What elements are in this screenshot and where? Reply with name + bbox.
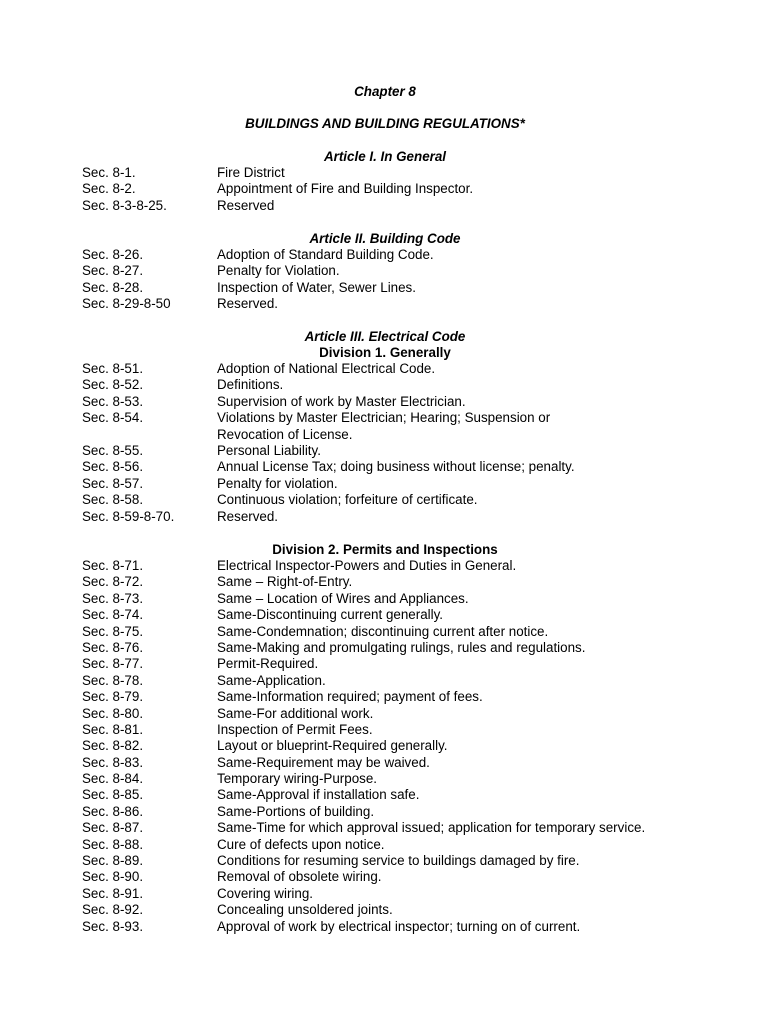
section-number: Sec. 8-56.	[82, 459, 144, 475]
section-row	[82, 919, 742, 935]
section-row	[82, 591, 742, 607]
section-number: Sec. 8-88.	[82, 836, 144, 852]
section-number: Sec. 8-83.	[82, 754, 144, 770]
section-title: Same – Location of Wires and Appliances.	[217, 590, 469, 606]
section-number: Sec. 8-91.	[82, 885, 144, 901]
section-number: Sec. 8-3-8-25.	[82, 197, 167, 213]
section-number: Sec. 8-51.	[82, 361, 144, 376]
section-row	[82, 509, 742, 525]
section-number: Sec. 8-55.	[82, 442, 144, 458]
section-row	[82, 755, 742, 771]
section-title: Definitions.	[217, 377, 284, 393]
section-row	[82, 377, 742, 393]
section-number: Sec. 8-57.	[82, 475, 144, 491]
section-number: Sec. 8-84.	[82, 771, 144, 787]
section-row	[82, 247, 742, 263]
section-number: Sec. 8-85.	[82, 787, 144, 803]
section-row	[82, 443, 742, 459]
section-number: Sec. 8-86.	[82, 803, 144, 819]
section-number: Sec. 8-79.	[82, 689, 144, 705]
section-number: Sec. 8-73.	[82, 590, 144, 606]
section-title: Appointment of Fire and Building Inspector.	[217, 181, 474, 197]
section-title: Continuous violation; forfeiture of certificate.	[217, 492, 478, 508]
section-title: Supervision of work by Master Electrician.	[217, 393, 466, 409]
section-row	[82, 476, 742, 492]
section-title: Reserved.	[217, 296, 279, 312]
section-number: Sec. 8-72.	[82, 574, 144, 590]
section-row	[82, 361, 742, 377]
section-row	[82, 427, 742, 443]
section-number: Sec. 8-29-8-50	[82, 296, 171, 312]
section-title: Approval of work by electrical inspector; turning on of current.	[217, 918, 581, 934]
section-number: Sec. 8-26.	[82, 247, 144, 262]
section-title: Cure of defects upon notice.	[217, 836, 385, 852]
section-row	[82, 787, 742, 803]
section-row	[82, 624, 742, 640]
section-title: Same-Time for which approval issued; application for temporary service.	[217, 820, 646, 836]
section-number: Sec. 8-28.	[82, 279, 144, 295]
section-title: Inspection of Water, Sewer Lines.	[217, 279, 416, 295]
section-title: Permit-Required.	[217, 656, 319, 672]
section-title: Same-Requirement may be waived.	[217, 754, 430, 770]
section-title: Penalty for violation.	[217, 475, 338, 491]
section-title: Adoption of Standard Building Code.	[217, 247, 434, 262]
section-title: Adoption of National Electrical Code.	[217, 361, 436, 376]
section-number: Sec. 8-53.	[82, 393, 144, 409]
section-row	[82, 574, 742, 590]
document-title: BUILDINGS AND BUILDING REGULATIONS*	[245, 116, 525, 131]
section-row	[82, 656, 742, 672]
section-number: Sec. 8-78.	[82, 672, 144, 688]
section-row	[82, 394, 742, 410]
section-title: Inspection of Permit Fees.	[217, 721, 373, 737]
division-2-section-list	[82, 558, 742, 935]
section-title: Penalty for Violation.	[217, 263, 340, 279]
section-title: Concealing unsoldered joints.	[217, 902, 393, 918]
section-title: Personal Liability.	[217, 442, 321, 458]
section-title: Same-Portions of building.	[217, 803, 375, 819]
article-1-heading: Article I. In General	[323, 149, 447, 164]
section-title: Same-Information required; payment of fees.	[217, 689, 483, 705]
section-title: Covering wiring.	[217, 885, 314, 901]
section-row	[82, 869, 742, 885]
section-row	[82, 673, 742, 689]
section-number: Sec. 8-92.	[82, 902, 144, 918]
article-1-section-list	[82, 165, 742, 214]
section-title: Revocation of License.	[217, 426, 353, 442]
section-number: Sec. 8-87.	[82, 820, 144, 836]
section-row	[82, 640, 742, 656]
section-number: Sec. 8-1.	[82, 165, 136, 180]
section-row	[82, 771, 742, 787]
division-1-section-list	[82, 361, 742, 525]
article-2-heading: Article II. Building Code	[309, 231, 461, 246]
section-title: Reserved.	[217, 508, 279, 524]
section-number: Sec. 8-74.	[82, 607, 144, 623]
section-title: Temporary wiring-Purpose.	[217, 771, 378, 787]
section-number: Sec. 8-76.	[82, 639, 144, 655]
section-row	[82, 853, 742, 869]
section-number: Sec. 8-93.	[82, 918, 144, 934]
section-row	[82, 165, 742, 181]
section-number: Sec. 8-80.	[82, 705, 144, 721]
section-row	[82, 607, 742, 623]
section-row	[82, 820, 742, 836]
section-row	[82, 837, 742, 853]
section-number	[82, 427, 217, 443]
section-number: Sec. 8-89.	[82, 853, 144, 869]
section-row	[82, 722, 742, 738]
section-row	[82, 738, 742, 754]
division-2-heading: Division 2. Permits and Inspections	[272, 542, 498, 557]
section-row	[82, 280, 742, 296]
section-row	[82, 198, 742, 214]
section-title: Same-Condemnation; discontinuing current after notice.	[217, 623, 549, 639]
section-row	[82, 459, 742, 475]
section-title: Removal of obsolete wiring.	[217, 869, 382, 885]
section-title: Violations by Master Electrician; Hearing; Suspension or	[217, 410, 551, 426]
article-3-heading: Article III. Electrical Code	[304, 329, 466, 344]
section-row	[82, 689, 742, 705]
section-row	[82, 263, 742, 279]
chapter-heading: Chapter 8	[354, 84, 416, 99]
section-row	[82, 886, 742, 902]
section-title: Same-For additional work.	[217, 705, 374, 721]
section-title: Same-Making and promulgating rulings, rules and regulations.	[217, 639, 586, 655]
section-row	[82, 492, 742, 508]
section-number: Sec. 8-54.	[82, 410, 144, 426]
division-1-heading: Division 1. Generally	[319, 345, 451, 360]
section-row	[82, 902, 742, 918]
section-title: Same-Application.	[217, 672, 326, 688]
section-row	[82, 296, 742, 312]
section-title: Fire District	[217, 165, 285, 180]
section-row	[82, 558, 742, 574]
section-row	[82, 706, 742, 722]
section-row	[82, 410, 742, 426]
section-number: Sec. 8-58.	[82, 492, 144, 508]
section-row	[82, 181, 742, 197]
section-title: Layout or blueprint-Required generally.	[217, 738, 448, 754]
section-number: Sec. 8-81.	[82, 721, 144, 737]
article-2-section-list	[82, 247, 742, 313]
section-row	[82, 804, 742, 820]
section-number: Sec. 8-71.	[82, 558, 144, 573]
section-number: Sec. 8-90.	[82, 869, 144, 885]
section-number: Sec. 8-59-8-70.	[82, 508, 175, 524]
section-title: Reserved	[217, 197, 275, 213]
section-title: Electrical Inspector-Powers and Duties in General.	[217, 558, 517, 573]
section-number: Sec. 8-77.	[82, 656, 144, 672]
section-number: Sec. 8-82.	[82, 738, 144, 754]
section-title: Same – Right-of-Entry.	[217, 574, 353, 590]
section-title: Same-Approval if installation safe.	[217, 787, 420, 803]
section-number: Sec. 8-2.	[82, 181, 136, 197]
section-number: Sec. 8-52.	[82, 377, 144, 393]
section-title: Annual License Tax; doing business without license; penalty.	[217, 459, 575, 475]
section-title: Same-Discontinuing current generally.	[217, 607, 444, 623]
section-title: Conditions for resuming service to buildings damaged by fire.	[217, 853, 580, 869]
section-number: Sec. 8-27.	[82, 263, 144, 279]
section-number: Sec. 8-75.	[82, 623, 144, 639]
